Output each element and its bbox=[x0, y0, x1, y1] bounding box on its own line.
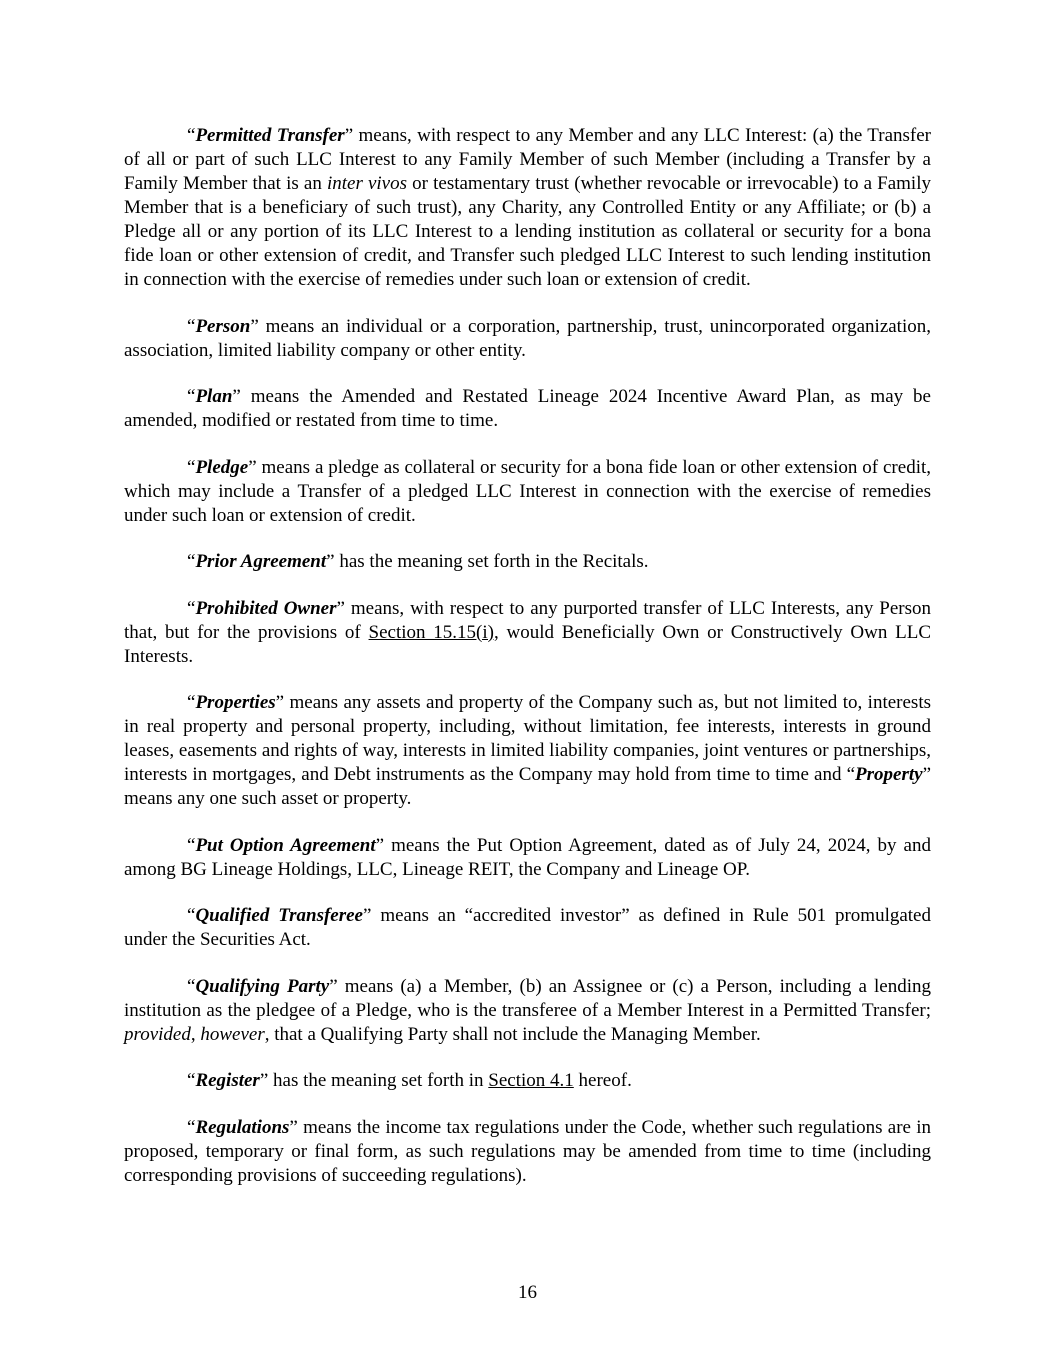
close-quote: ” bbox=[289, 1116, 298, 1138]
open-quote: “ bbox=[187, 975, 196, 997]
section-reference: Section 15.15(i) bbox=[368, 621, 494, 643]
definition-text: hereof. bbox=[573, 1070, 632, 1091]
open-quote: “ bbox=[187, 386, 196, 407]
close-quote: ” bbox=[375, 834, 385, 856]
definition-pledge bbox=[124, 456, 931, 528]
section-reference: Section 4.1 bbox=[488, 1070, 574, 1091]
definition-text: means an “accredited investor” as defined in Rule 501 promulgated under the Securities Act. bbox=[124, 905, 931, 950]
separator: , bbox=[190, 1023, 201, 1045]
defined-term: Person bbox=[195, 315, 251, 337]
italic-phrase: however bbox=[200, 1023, 265, 1045]
definition-text: or testamentary trust (whether revocable or irrevocable) to a Family Member that is a beneficiary of such trust), any Charity, any Controlled Entity or any Affiliate; or (b) a Pledge all or any portion of its LLC Interest to a lending institution as collateral or security for a bona fide loan or other extension of credit, and Transfer such pledged LLC Interest to such lending institution in connection with the exercise of remedies under such loan or extension of credit. bbox=[124, 173, 931, 290]
definition-properties bbox=[124, 691, 931, 811]
open-quote: “ bbox=[187, 692, 196, 713]
open-quote: “ bbox=[187, 905, 196, 926]
open-quote: “ bbox=[187, 551, 196, 572]
definition-register bbox=[124, 1069, 931, 1093]
definition-text: means, with respect to any Member and any LLC Interest: (a) the Transfer of all or part of such LLC Interest to any Family Member of such Member (including a Transfer by a Family Member that is an bbox=[124, 125, 931, 194]
defined-term: Put Option Agreement bbox=[195, 834, 376, 856]
definition-text: means a pledge as collateral or security for a bona fide loan or other extension of credit, which may include a Transfer of a pledged LLC Interest in connection with the exercise of remedies under such loan or extension of credit. bbox=[124, 456, 931, 526]
definition-person bbox=[124, 315, 931, 363]
defined-term: Pledge bbox=[195, 456, 249, 478]
defined-term: Properties bbox=[195, 692, 276, 713]
close-quote: ” bbox=[250, 315, 259, 337]
close-quote: ” bbox=[259, 1070, 269, 1091]
definition-regulations bbox=[124, 1116, 931, 1188]
document-page bbox=[124, 124, 931, 1210]
definition-text: has the meaning set forth in the Recitals. bbox=[334, 551, 649, 572]
page-number: 16 bbox=[518, 1282, 537, 1303]
close-quote: ” bbox=[363, 905, 372, 926]
definition-put-option-agreement bbox=[124, 834, 931, 882]
definition-text: means an individual or a corporation, partnership, trust, unincorporated organization, association, limited liability company or other entity. bbox=[124, 315, 931, 361]
close-quote: ” bbox=[344, 125, 354, 146]
definition-text: means any assets and property of the Company such as, but not limited to, interests in real property and personal property, including, without limitation, fee interests, interests in ground leases, easements and rights of way, interests in limited liability companies, joint ventures or partnerships, interests in mortgages, and Debt instruments as the Company may hold from time to time and “ bbox=[124, 692, 931, 785]
definition-text: has the meaning set forth in bbox=[268, 1070, 489, 1091]
close-quote: ” bbox=[922, 764, 931, 785]
defined-term: Prohibited Owner bbox=[195, 597, 337, 619]
definition-text: means (a) a Member, (b) an Assignee or (c) a Person, including a lending institution as the pledgee of a Pledge, who is the transferee of a Member Interest in a Permitted Transfer; bbox=[124, 975, 932, 1021]
close-quote: ” bbox=[329, 975, 338, 997]
open-quote: “ bbox=[187, 1116, 196, 1138]
defined-term: Prior Agreement bbox=[195, 551, 327, 572]
italic-phrase: provided bbox=[124, 1023, 191, 1045]
defined-term: Regulations bbox=[195, 1116, 290, 1138]
open-quote: “ bbox=[187, 1070, 196, 1091]
definition-text: , would Beneficially Own or Constructively Own LLC Interests. bbox=[124, 621, 931, 667]
close-quote: ” bbox=[232, 386, 241, 407]
definition-prior-agreement bbox=[124, 550, 931, 574]
definition-text: means any one such asset or property. bbox=[124, 788, 412, 809]
defined-term: Permitted Transfer bbox=[195, 125, 345, 146]
definition-qualifying-party bbox=[124, 975, 931, 1047]
definition-text: means the income tax regulations under the Code, whether such regulations are in proposed, temporary or final form, as such regulations may be amended from time to time (including corresponding provisions of succeeding regulations). bbox=[124, 1116, 931, 1186]
italic-phrase: inter vivos bbox=[326, 173, 408, 194]
close-quote: ” bbox=[248, 456, 257, 478]
definition-permitted-transfer bbox=[124, 124, 931, 292]
definition-text: , that a Qualifying Party shall not include the Managing Member. bbox=[264, 1023, 761, 1045]
defined-term: Register bbox=[195, 1070, 260, 1091]
definition-qualified-transferee bbox=[124, 904, 931, 952]
close-quote: ” bbox=[275, 692, 285, 713]
close-quote: ” bbox=[336, 597, 345, 619]
open-quote: “ bbox=[187, 315, 196, 337]
definition-plan bbox=[124, 385, 931, 433]
defined-term: Property bbox=[855, 764, 923, 785]
defined-term: Qualifying Party bbox=[195, 975, 330, 997]
definition-text: means the Amended and Restated Lineage 2024 Incentive Award Plan, as may be amended, modified or restated from time to time. bbox=[124, 386, 931, 431]
open-quote: “ bbox=[187, 597, 196, 619]
definition-text: means, with respect to any purported transfer of LLC Interests, any Person that, but for the provisions of bbox=[124, 597, 932, 643]
open-quote: “ bbox=[187, 125, 196, 146]
open-quote: “ bbox=[187, 834, 196, 856]
definition-text: means the Put Option Agreement, dated as of July 24, 2024, by and among BG Lineage Holdings, LLC, Lineage REIT, the Company and Lineage OP. bbox=[124, 834, 931, 880]
close-quote: ” bbox=[326, 551, 335, 572]
defined-term: Plan bbox=[195, 386, 233, 407]
defined-term: Qualified Transferee bbox=[195, 905, 363, 926]
definition-prohibited-owner bbox=[124, 597, 931, 669]
open-quote: “ bbox=[187, 456, 196, 478]
